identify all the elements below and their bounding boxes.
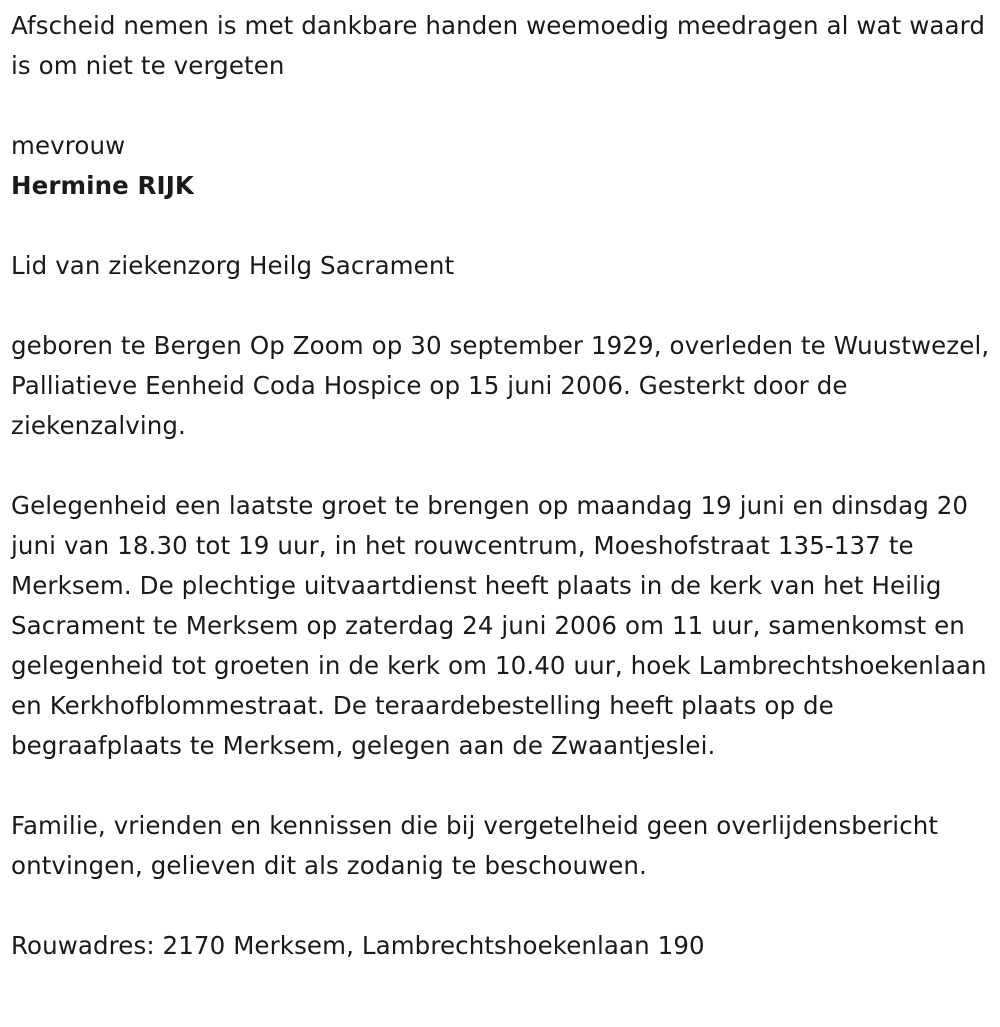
birth-death-text: geboren te Bergen Op Zoom op 30 september 1929, overleden te Wuustwezel, Palliatieve Eenheid Coda Hospice op 15 juni 2006. Gesterkt door de ziekenzalving.: [11, 331, 990, 440]
motto-text: Afscheid nemen is met dankbare handen weemoedig meedragen al wat waard is om niet te vergeten: [11, 11, 986, 80]
address-text: Rouwadres: 2170 Merksem, Lambrechtshoekenlaan 190: [11, 931, 705, 960]
obituary-document: [11, 6, 996, 966]
notice-text: Familie, vrienden en kennissen die bij vergetelheid geen overlijdensbericht ontvingen, gelieven dit als zodanig te beschouwen.: [11, 811, 939, 880]
membership-text: Lid van ziekenzorg Heilg Sacrament: [11, 251, 455, 280]
ceremony-text: Gelegenheid een laatste groet te brengen op maandag 19 juni en dinsdag 20 juni van 18.30 tot 19 uur, in het rouwcentrum, Moeshofstraat 135-137 te Merksem. De plechtige uitvaartdienst heeft plaats in de kerk van het Heilig Sacrament te Merksem op zaterdag 24 juni 2006 om 11 uur, samenkomst en gelegenheid tot groeten in de kerk om 10.40 uur, hoek Lambrechtshoekenlaan en Kerkhofblommestraat. De teraardebestelling heeft plaats op de begraafplaats te Merksem, gelegen aan de Zwaantjeslei.: [11, 491, 987, 760]
deceased-name: Hermine RIJK: [11, 171, 194, 200]
title-prefix: mevrouw: [11, 131, 126, 160]
